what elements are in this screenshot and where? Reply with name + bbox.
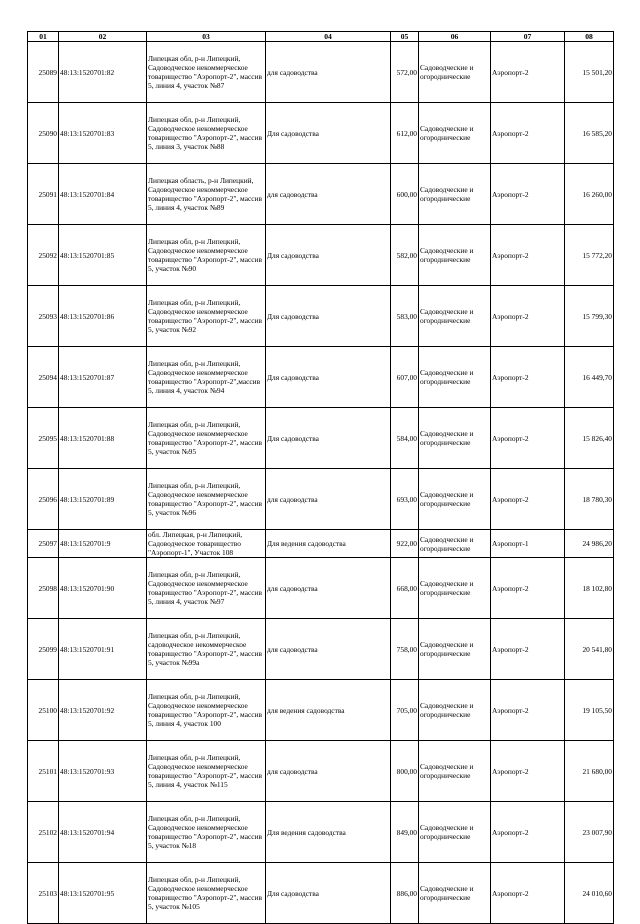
cadastral-number-cell bbox=[59, 619, 147, 680]
address-cell bbox=[147, 286, 266, 347]
area-cell bbox=[391, 469, 419, 530]
row-id-cell bbox=[28, 680, 59, 741]
purpose-cell bbox=[266, 558, 391, 619]
cadastral-number-cell-text: 48:13:1520701:94 bbox=[60, 827, 115, 837]
column-header: 03 bbox=[147, 32, 266, 42]
district-cell bbox=[491, 225, 565, 286]
cadastral-value-cell-text: 16 260,00 bbox=[582, 189, 612, 199]
row-id-cell bbox=[28, 530, 59, 558]
category-cell bbox=[419, 741, 491, 802]
category-cell bbox=[419, 680, 491, 741]
table-row bbox=[28, 558, 614, 619]
district-cell-text: Аэропорт-2 bbox=[492, 766, 529, 776]
purpose-cell bbox=[266, 863, 391, 924]
district-cell bbox=[491, 408, 565, 469]
row-id-cell-text: 25102 bbox=[38, 827, 57, 837]
row-id-cell bbox=[28, 286, 59, 347]
cadastral-number-cell bbox=[59, 408, 147, 469]
category-cell-text: Садоводческие и огороднические bbox=[420, 368, 474, 386]
area-cell-text: 800,00 bbox=[396, 766, 417, 776]
category-cell-text: Садоводческие и огороднические bbox=[420, 490, 474, 508]
table-row bbox=[28, 408, 614, 469]
cadastral-value-cell-text: 24 010,60 bbox=[582, 888, 612, 898]
district-cell-text: Аэропорт-2 bbox=[492, 433, 529, 443]
address-cell-text: Липецкая обл, р-н Липецкий, Садоводческое некоммерческое товарищество "Аэропорт-2", массив 5, участок №95 bbox=[148, 420, 262, 456]
cadastral-number-cell bbox=[59, 286, 147, 347]
cadastral-value-cell bbox=[565, 408, 614, 469]
district-cell bbox=[491, 469, 565, 530]
address-cell bbox=[147, 619, 266, 680]
purpose-cell-text: для садоводства bbox=[267, 67, 318, 77]
cadastral-number-cell bbox=[59, 741, 147, 802]
category-cell-text: Садоводческие и огороднические bbox=[420, 63, 474, 81]
address-cell bbox=[147, 558, 266, 619]
area-cell bbox=[391, 802, 419, 863]
category-cell-text: Садоводческие и огороднические bbox=[420, 185, 474, 203]
cadastral-number-cell bbox=[59, 802, 147, 863]
area-cell-text: 572,00 bbox=[396, 67, 417, 77]
category-cell-text: Садоводческие и огороднические bbox=[420, 246, 474, 264]
district-cell-text: Аэропорт-2 bbox=[492, 705, 529, 715]
row-id-cell-text: 25096 bbox=[38, 494, 57, 504]
cadastral-value-cell bbox=[565, 469, 614, 530]
cadastral-value-cell bbox=[565, 103, 614, 164]
purpose-cell bbox=[266, 680, 391, 741]
table-row bbox=[28, 741, 614, 802]
area-cell bbox=[391, 863, 419, 924]
category-cell bbox=[419, 530, 491, 558]
cadastral-value-cell bbox=[565, 680, 614, 741]
purpose-cell bbox=[266, 408, 391, 469]
address-cell bbox=[147, 802, 266, 863]
district-cell bbox=[491, 741, 565, 802]
column-header: 07 bbox=[491, 32, 565, 42]
cadastral-value-cell-text: 18 780,30 bbox=[582, 494, 612, 504]
table-row bbox=[28, 469, 614, 530]
district-cell-text: Аэропорт-2 bbox=[492, 250, 529, 260]
address-cell bbox=[147, 680, 266, 741]
column-header: 08 bbox=[565, 32, 614, 42]
column-header: 06 bbox=[419, 32, 491, 42]
area-cell bbox=[391, 619, 419, 680]
row-id-cell bbox=[28, 347, 59, 408]
cadastral-number-cell-text: 48:13:1520701:91 bbox=[60, 644, 115, 654]
cadastral-value-cell-text: 20 541,80 bbox=[582, 644, 612, 654]
cadastral-value-cell bbox=[565, 802, 614, 863]
category-cell-text: Садоводческие и огороднические bbox=[420, 884, 474, 902]
cadastral-value-cell bbox=[565, 558, 614, 619]
row-id-cell-text: 25095 bbox=[38, 433, 57, 443]
cadastral-number-cell bbox=[59, 530, 147, 558]
area-cell-text: 705,00 bbox=[396, 705, 417, 715]
purpose-cell bbox=[266, 347, 391, 408]
cadastral-number-cell-text: 48:13:1520701:87 bbox=[60, 372, 115, 382]
document-page bbox=[27, 31, 613, 924]
table-row bbox=[28, 347, 614, 408]
district-cell bbox=[491, 103, 565, 164]
purpose-cell-text: Для садоводства bbox=[267, 128, 319, 138]
purpose-cell bbox=[266, 42, 391, 103]
area-cell bbox=[391, 164, 419, 225]
cadastral-number-cell-text: 48:13:1520701:82 bbox=[60, 67, 115, 77]
table-row bbox=[28, 286, 614, 347]
address-cell-text: Липецкая область, р-н Липецкий, Садоводческое некоммерческое товарищество "Аэропорт-2", массив 5, линия 4, участок №89 bbox=[148, 176, 262, 212]
address-cell bbox=[147, 42, 266, 103]
cadastral-value-cell-text: 19 105,50 bbox=[582, 705, 612, 715]
area-cell-text: 922,00 bbox=[396, 539, 417, 548]
row-id-cell-text: 25099 bbox=[38, 644, 57, 654]
row-id-cell bbox=[28, 103, 59, 164]
address-cell bbox=[147, 164, 266, 225]
cadastral-value-cell-text: 15 772,20 bbox=[582, 250, 612, 260]
row-id-cell-text: 25091 bbox=[38, 189, 57, 199]
row-id-cell bbox=[28, 164, 59, 225]
row-id-cell-text: 25089 bbox=[38, 67, 57, 77]
cadastral-value-cell bbox=[565, 42, 614, 103]
area-cell-text: 583,00 bbox=[396, 311, 417, 321]
row-id-cell-text: 25097 bbox=[38, 539, 57, 548]
purpose-cell-text: для садоводства bbox=[267, 644, 318, 654]
address-cell bbox=[147, 225, 266, 286]
cadastral-number-cell-text: 48:13:1520701:89 bbox=[60, 494, 115, 504]
district-cell bbox=[491, 286, 565, 347]
cadastral-number-cell bbox=[59, 164, 147, 225]
cadastral-number-cell-text: 48:13:1520701:86 bbox=[60, 311, 115, 321]
district-cell bbox=[491, 863, 565, 924]
purpose-cell bbox=[266, 225, 391, 286]
address-cell-text: Липецкая обл, р-н Липецкий, Садоводческое некоммерческое товарищество "Аэропорт-2", массив 5, линия 3, участок №88 bbox=[148, 115, 262, 151]
row-id-cell-text: 25092 bbox=[38, 250, 57, 260]
area-cell-text: 849,00 bbox=[396, 827, 417, 837]
category-cell bbox=[419, 619, 491, 680]
category-cell-text: Садоводческие и огороднические bbox=[420, 534, 474, 553]
area-cell-text: 668,00 bbox=[396, 583, 417, 593]
category-cell-text: Садоводческие и огороднические bbox=[420, 762, 474, 780]
cadastral-number-cell-text: 48:13:1520701:83 bbox=[60, 128, 115, 138]
row-id-cell-text: 25094 bbox=[38, 372, 57, 382]
cadastral-value-cell-text: 18 102,80 bbox=[582, 583, 612, 593]
district-cell-text: Аэропорт-2 bbox=[492, 128, 529, 138]
column-header: 04 bbox=[266, 32, 391, 42]
land-parcels-table bbox=[27, 31, 614, 924]
row-id-cell bbox=[28, 741, 59, 802]
cadastral-value-cell bbox=[565, 530, 614, 558]
cadastral-number-cell bbox=[59, 225, 147, 286]
cadastral-value-cell-text: 15 799,30 bbox=[582, 311, 612, 321]
area-cell-text: 886,00 bbox=[396, 888, 417, 898]
table-row bbox=[28, 225, 614, 286]
cadastral-value-cell bbox=[565, 286, 614, 347]
address-cell-text: Липецкая обл, р-н Липецкий, Садоводческое некоммерческое товарищество "Аэропорт-2", массив 5, участок №105 bbox=[148, 875, 262, 911]
purpose-cell-text: для садоводства bbox=[267, 189, 318, 199]
cadastral-number-cell bbox=[59, 347, 147, 408]
district-cell bbox=[491, 164, 565, 225]
cadastral-value-cell-text: 21 680,00 bbox=[582, 766, 612, 776]
cadastral-value-cell-text: 23 007,90 bbox=[582, 827, 612, 837]
address-cell-text: Липецкая обл, р-н Липецкий, Садоводческое некоммерческое товарищество "Аэропорт-2", массив 5, линия 4, участок №97 bbox=[148, 570, 262, 606]
row-id-cell-text: 25100 bbox=[38, 705, 57, 715]
row-id-cell bbox=[28, 558, 59, 619]
address-cell bbox=[147, 103, 266, 164]
purpose-cell-text: для ведения садоводства bbox=[267, 705, 345, 715]
district-cell bbox=[491, 530, 565, 558]
area-cell bbox=[391, 347, 419, 408]
address-cell bbox=[147, 863, 266, 924]
area-cell-text: 758,00 bbox=[396, 644, 417, 654]
column-header: 05 bbox=[391, 32, 419, 42]
district-cell-text: Аэропорт-2 bbox=[492, 827, 529, 837]
purpose-cell-text: Для садоводства bbox=[267, 311, 319, 321]
cadastral-number-cell bbox=[59, 863, 147, 924]
address-cell-text: Липецкая обл, р-н Липецкий, садоводческое некоммерческое товарищество "Аэропорт-2", массив 5, участок №99а bbox=[148, 631, 262, 667]
area-cell bbox=[391, 408, 419, 469]
cadastral-value-cell bbox=[565, 741, 614, 802]
table-row bbox=[28, 802, 614, 863]
district-cell-text: Аэропорт-2 bbox=[492, 494, 529, 504]
table-row bbox=[28, 103, 614, 164]
category-cell bbox=[419, 408, 491, 469]
table-row bbox=[28, 530, 614, 558]
cadastral-value-cell bbox=[565, 619, 614, 680]
address-cell-text: обл. Липецкая, р-н Липецкий, Садоводческое товарищество "Аэропорт-1", Участок 108 bbox=[148, 530, 243, 557]
purpose-cell bbox=[266, 469, 391, 530]
district-cell bbox=[491, 558, 565, 619]
area-cell bbox=[391, 530, 419, 558]
table-row bbox=[28, 680, 614, 741]
district-cell-text: Аэропорт-2 bbox=[492, 888, 529, 898]
area-cell-text: 693,00 bbox=[396, 494, 417, 504]
cadastral-value-cell bbox=[565, 164, 614, 225]
district-cell-text: Аэропорт-2 bbox=[492, 372, 529, 382]
category-cell bbox=[419, 225, 491, 286]
address-cell bbox=[147, 347, 266, 408]
address-cell bbox=[147, 469, 266, 530]
area-cell bbox=[391, 741, 419, 802]
cadastral-number-cell-text: 48:13:1520701:93 bbox=[60, 766, 115, 776]
category-cell-text: Садоводческие и огороднические bbox=[420, 640, 474, 658]
area-cell bbox=[391, 42, 419, 103]
address-cell-text: Липецкая обл, р-н Липецкий, Садоводческое некоммерческое товарищество "Аэропорт-2", массив 5, линия 4, участок №87 bbox=[148, 54, 262, 90]
address-cell-text: Липецкая обл, р-н Липецкий, Садоводческое некоммерческое товарищество "Аэропорт-2", массив 5, участок №90 bbox=[148, 237, 262, 273]
category-cell bbox=[419, 286, 491, 347]
table-row bbox=[28, 863, 614, 924]
purpose-cell-text: Для садоводства bbox=[267, 372, 319, 382]
purpose-cell-text: для садоводства bbox=[267, 766, 318, 776]
category-cell bbox=[419, 802, 491, 863]
category-cell bbox=[419, 164, 491, 225]
purpose-cell bbox=[266, 530, 391, 558]
address-cell-text: Липецкая обл, р-н Липецкий, Садоводческое некоммерческое товарищество "Аэропорт-2", массив 5, участок №96 bbox=[148, 481, 262, 517]
area-cell bbox=[391, 558, 419, 619]
address-cell-text: Липецкая обл, р-н Липецкий, Садоводческое некоммерческое товарищество "Аэропорт-2", массив 5, участок №92 bbox=[148, 298, 262, 334]
address-cell-text: Липецкая обл, р-н Липецкий, Садоводческое некоммерческое товарищество "Аэропорт-2", массив 5, линия 4, участок №115 bbox=[148, 753, 262, 789]
category-cell-text: Садоводческие и огороднические bbox=[420, 124, 474, 142]
area-cell-text: 607,00 bbox=[396, 372, 417, 382]
area-cell-text: 582,00 bbox=[396, 250, 417, 260]
district-cell bbox=[491, 619, 565, 680]
purpose-cell-text: для садоводства bbox=[267, 583, 318, 593]
row-id-cell-text: 25093 bbox=[38, 311, 57, 321]
address-cell-text: Липецкая обл, р-н Липецкий, Садоводческое некоммерческое товарищество "Аэропорт-2", массив 5, участок №18 bbox=[148, 814, 262, 850]
purpose-cell-text: для садоводства bbox=[267, 494, 318, 504]
category-cell bbox=[419, 558, 491, 619]
purpose-cell bbox=[266, 286, 391, 347]
row-id-cell bbox=[28, 42, 59, 103]
row-id-cell-text: 25090 bbox=[38, 128, 57, 138]
purpose-cell bbox=[266, 802, 391, 863]
district-cell-text: Аэропорт-2 bbox=[492, 311, 529, 321]
purpose-cell-text: Для ведения садоводства bbox=[267, 827, 346, 837]
cadastral-value-cell-text: 15 501,20 bbox=[582, 67, 612, 77]
purpose-cell bbox=[266, 164, 391, 225]
cadastral-value-cell-text: 15 826,40 bbox=[582, 433, 612, 443]
cadastral-number-cell-text: 48:13:1520701:85 bbox=[60, 250, 115, 260]
cadastral-value-cell-text: 24 986,20 bbox=[582, 539, 612, 548]
category-cell bbox=[419, 469, 491, 530]
column-header: 01 bbox=[28, 32, 59, 42]
purpose-cell bbox=[266, 619, 391, 680]
district-cell-text: Аэропорт-2 bbox=[492, 189, 529, 199]
area-cell bbox=[391, 680, 419, 741]
category-cell-text: Садоводческие и огороднические bbox=[420, 307, 474, 325]
row-id-cell-text: 25098 bbox=[38, 583, 57, 593]
district-cell bbox=[491, 802, 565, 863]
area-cell-text: 584,00 bbox=[396, 433, 417, 443]
address-cell bbox=[147, 530, 266, 558]
address-cell-text: Липецкая обл, р-н Липецкий, Садоводческое некоммерческое товарищество "Аэропорт-2", массив 5, линия 4, участок 100 bbox=[148, 692, 262, 728]
row-id-cell bbox=[28, 619, 59, 680]
district-cell-text: Аэропорт-2 bbox=[492, 583, 529, 593]
category-cell-text: Садоводческие и огороднические bbox=[420, 429, 474, 447]
district-cell-text: Аэропорт-2 bbox=[492, 644, 529, 654]
row-id-cell bbox=[28, 408, 59, 469]
cadastral-value-cell bbox=[565, 863, 614, 924]
area-cell bbox=[391, 103, 419, 164]
purpose-cell bbox=[266, 103, 391, 164]
cadastral-number-cell bbox=[59, 103, 147, 164]
district-cell-text: Аэропорт-2 bbox=[492, 67, 529, 77]
purpose-cell-text: Для садоводства bbox=[267, 433, 319, 443]
row-id-cell bbox=[28, 802, 59, 863]
area-cell-text: 612,00 bbox=[396, 128, 417, 138]
area-cell bbox=[391, 225, 419, 286]
district-cell bbox=[491, 347, 565, 408]
table-header-row bbox=[28, 32, 614, 42]
row-id-cell bbox=[28, 469, 59, 530]
cadastral-value-cell-text: 16 449,70 bbox=[582, 372, 612, 382]
purpose-cell-text: Для садоводства bbox=[267, 888, 319, 898]
address-cell-text: Липецкая обл, р-н Липецкий, Садоводческое некоммерческое товарищество "Аэропорт-2",массив 5, линия 4, участок №94 bbox=[148, 359, 261, 395]
table-row bbox=[28, 42, 614, 103]
category-cell-text: Садоводческие и огороднические bbox=[420, 701, 474, 719]
cadastral-number-cell-text: 48:13:1520701:95 bbox=[60, 888, 115, 898]
row-id-cell-text: 25101 bbox=[38, 766, 57, 776]
category-cell bbox=[419, 42, 491, 103]
purpose-cell bbox=[266, 741, 391, 802]
table-row bbox=[28, 619, 614, 680]
row-id-cell-text: 25103 bbox=[38, 888, 57, 898]
address-cell bbox=[147, 741, 266, 802]
cadastral-value-cell-text: 16 585,20 bbox=[582, 128, 612, 138]
area-cell bbox=[391, 286, 419, 347]
purpose-cell-text: Для садоводства bbox=[267, 250, 319, 260]
cadastral-number-cell bbox=[59, 558, 147, 619]
cadastral-number-cell bbox=[59, 680, 147, 741]
cadastral-number-cell-text: 48:13:1520701:92 bbox=[60, 705, 115, 715]
cadastral-number-cell-text: 48:13:1520701:9 bbox=[60, 539, 111, 548]
category-cell bbox=[419, 347, 491, 408]
cadastral-number-cell-text: 48:13:1520701:90 bbox=[60, 583, 115, 593]
district-cell bbox=[491, 42, 565, 103]
row-id-cell bbox=[28, 225, 59, 286]
category-cell bbox=[419, 863, 491, 924]
area-cell-text: 600,00 bbox=[396, 189, 417, 199]
purpose-cell-text: Для ведения садоводства bbox=[267, 539, 346, 548]
cadastral-number-cell-text: 48:13:1520701:88 bbox=[60, 433, 115, 443]
district-cell-text: Аэропорт-1 bbox=[492, 539, 529, 548]
category-cell-text: Садоводческие и огороднические bbox=[420, 823, 474, 841]
address-cell bbox=[147, 408, 266, 469]
column-header: 02 bbox=[59, 32, 147, 42]
category-cell bbox=[419, 103, 491, 164]
cadastral-value-cell bbox=[565, 225, 614, 286]
cadastral-number-cell bbox=[59, 469, 147, 530]
cadastral-value-cell bbox=[565, 347, 614, 408]
row-id-cell bbox=[28, 863, 59, 924]
district-cell bbox=[491, 680, 565, 741]
cadastral-number-cell-text: 48:13:1520701:84 bbox=[60, 189, 115, 199]
table-row bbox=[28, 164, 614, 225]
category-cell-text: Садоводческие и огороднические bbox=[420, 579, 474, 597]
cadastral-number-cell bbox=[59, 42, 147, 103]
